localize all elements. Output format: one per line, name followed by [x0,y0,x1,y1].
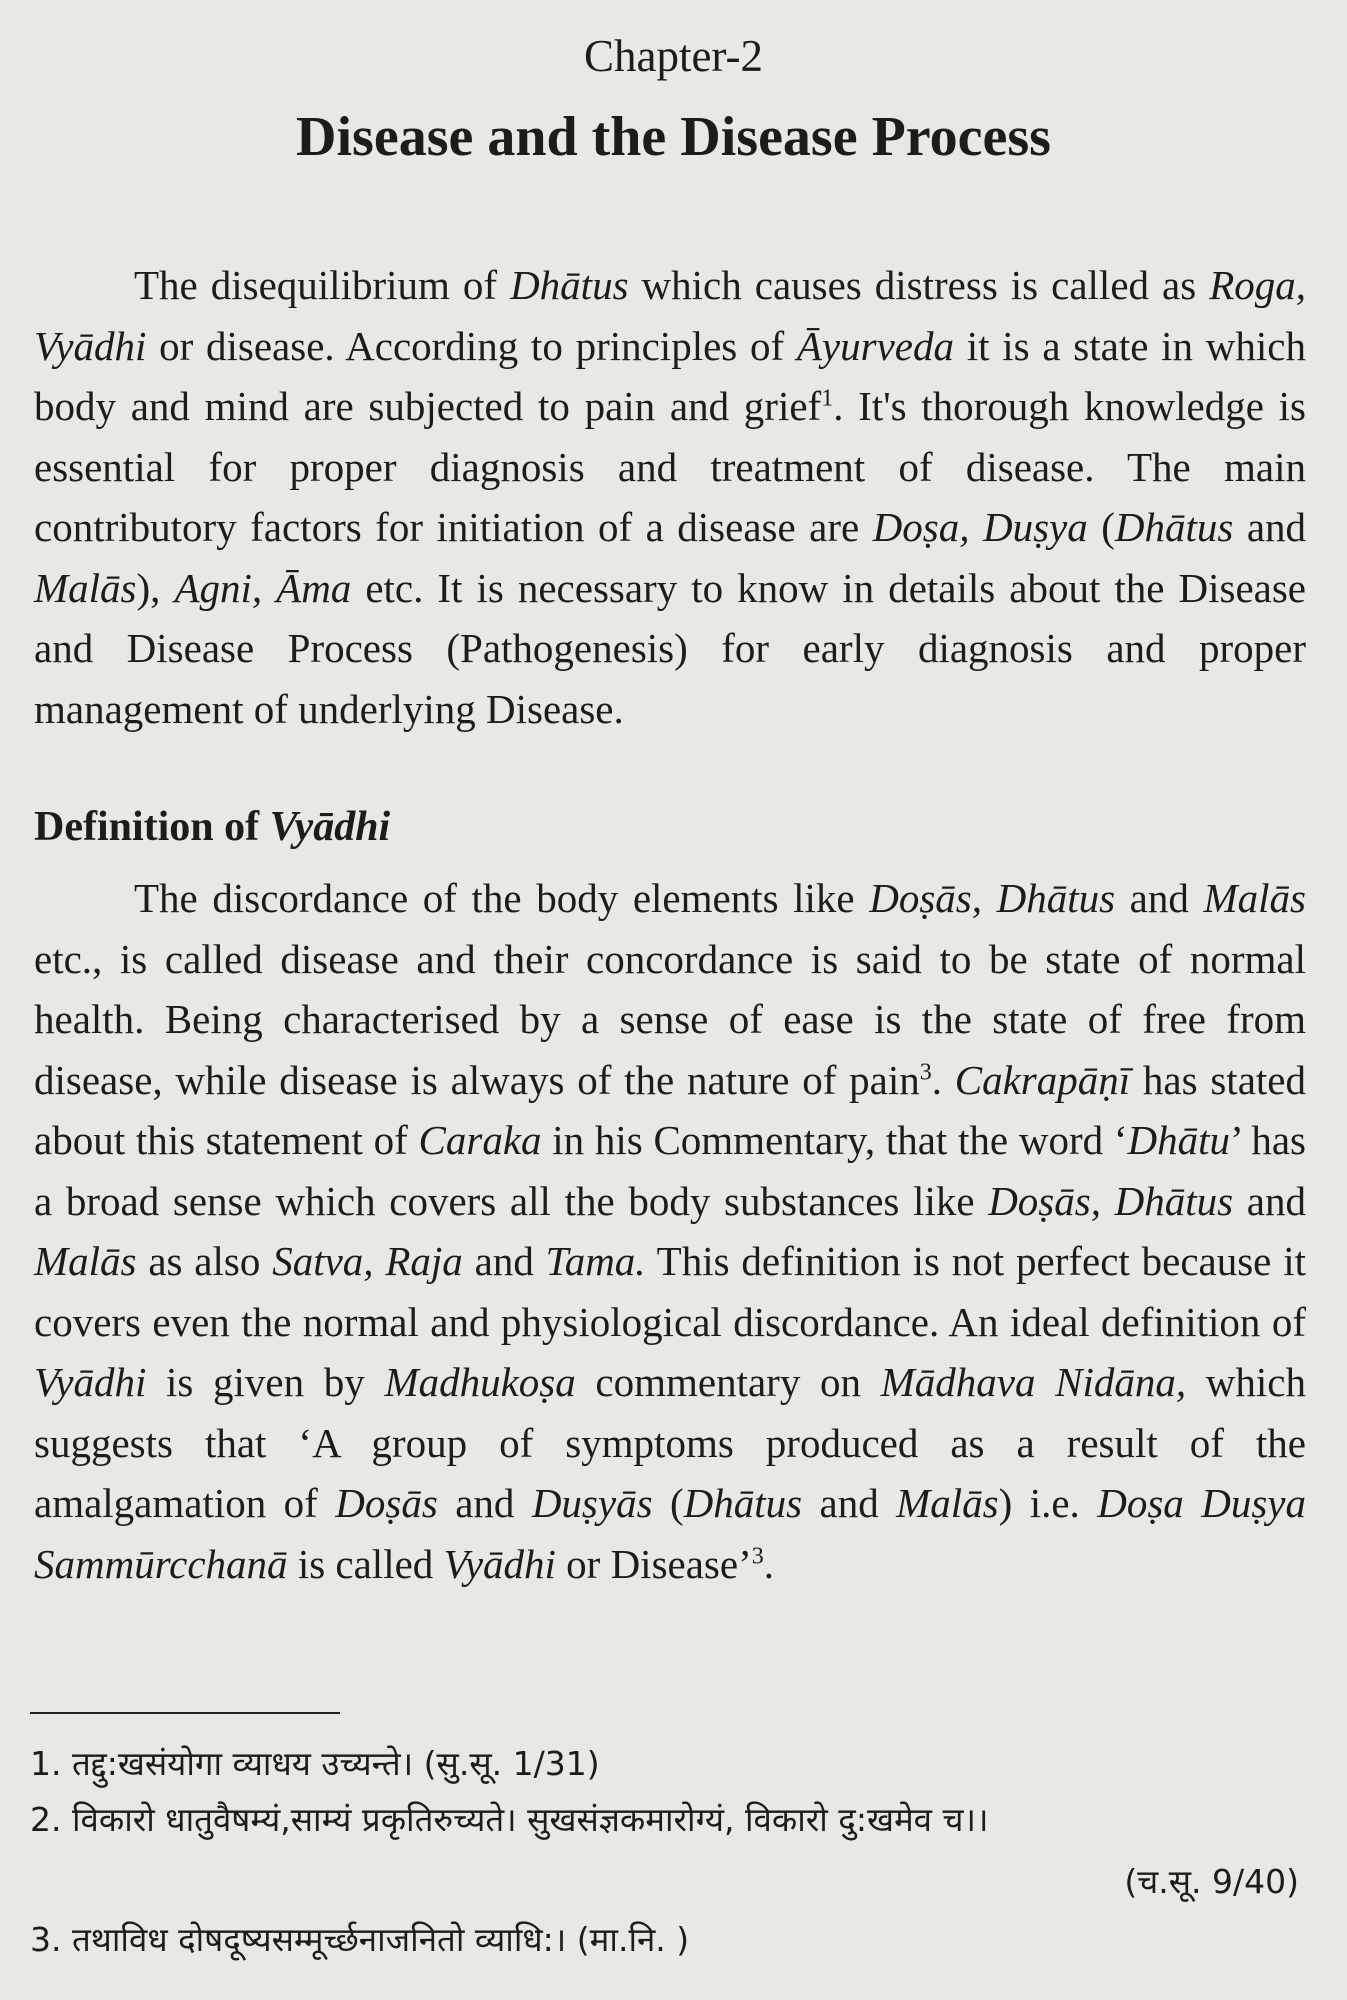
chapter-title: Disease and the Disease Process [296,106,1051,168]
definition-paragraph: The discordance of the body elements like Doṣās, Dhātus and Malās etc., is called disease and their concordance is said to be state of normal health. Being characterised by a sense of ease is the state of free from disease, while disease is always of the nature of pain$^3$. Cakrapāṇī has stated about this statement of Caraka in his Commentary, that the word ‘Dhātu’ has a broad sense which covers all the body substances like Doṣās, Dhātus and Malās as also Satva, Raja and Tama. This definition is not perfect because it covers even the normal and physiological discordance. An ideal definition of Vyādhi is given by Madhukoṣa commentary on Mādhava Nidāna, which suggests that ‘A group of symptoms produced as a result of the amalgamation of Doṣās and Duṣyās (Dhātus and Malās) i.e. Doṣa Duṣya Sammūrcchanā is called Vyādhi or Disease’$^3$. [34,875,1306,1587]
intro-paragraph: The disequilibrium of Dhātus which causes distress is called as Roga, Vyādhi or disease. According to principles of Āyurveda it is a state in which body and mind are subjected to pain and grief$^1$. It's thorough knowledge is essential for proper diagnosis and treatment of disease. The main contributory factors for initiation of a disease are Doṣa, Duṣya (Dhātus and Malās), Agni, Āma etc. It is necessary to know in details about the Disease and Disease Process (Pathogenesis) for early diagnosis and proper management of underlying Disease. [34,262,1307,732]
footnote-3: 3. तथाविध दोषदूष्यसम्मूर्च्छनाजनितो व्याधि:। (मा.नि. ) [30,1920,690,1959]
footnote-2: 2. विकारो धातुवैषम्यं,साम्यं प्रकृतिरुच्यते। सुखसंज्ञकमारोग्यं, विकारो दु:खमेव च।। [30,1800,989,1839]
footnote-ref-3: 3 [751,1542,764,1569]
footnote-2-reference: (च.सू. 9/40) [1124,1862,1299,1901]
section-heading: Definition of Vyādhi [34,804,391,850]
chapter-number: Chapter-2 [583,31,764,81]
footnote-1: 1. तद्दु:खसंयोगा व्याधय उच्यन्ते। (सु.सू. 1/31) [30,1744,600,1783]
footnote-ref-2: 3 [919,1058,932,1085]
footnote-ref-1: 1 [821,385,834,412]
footnote-divider [30,1712,340,1714]
